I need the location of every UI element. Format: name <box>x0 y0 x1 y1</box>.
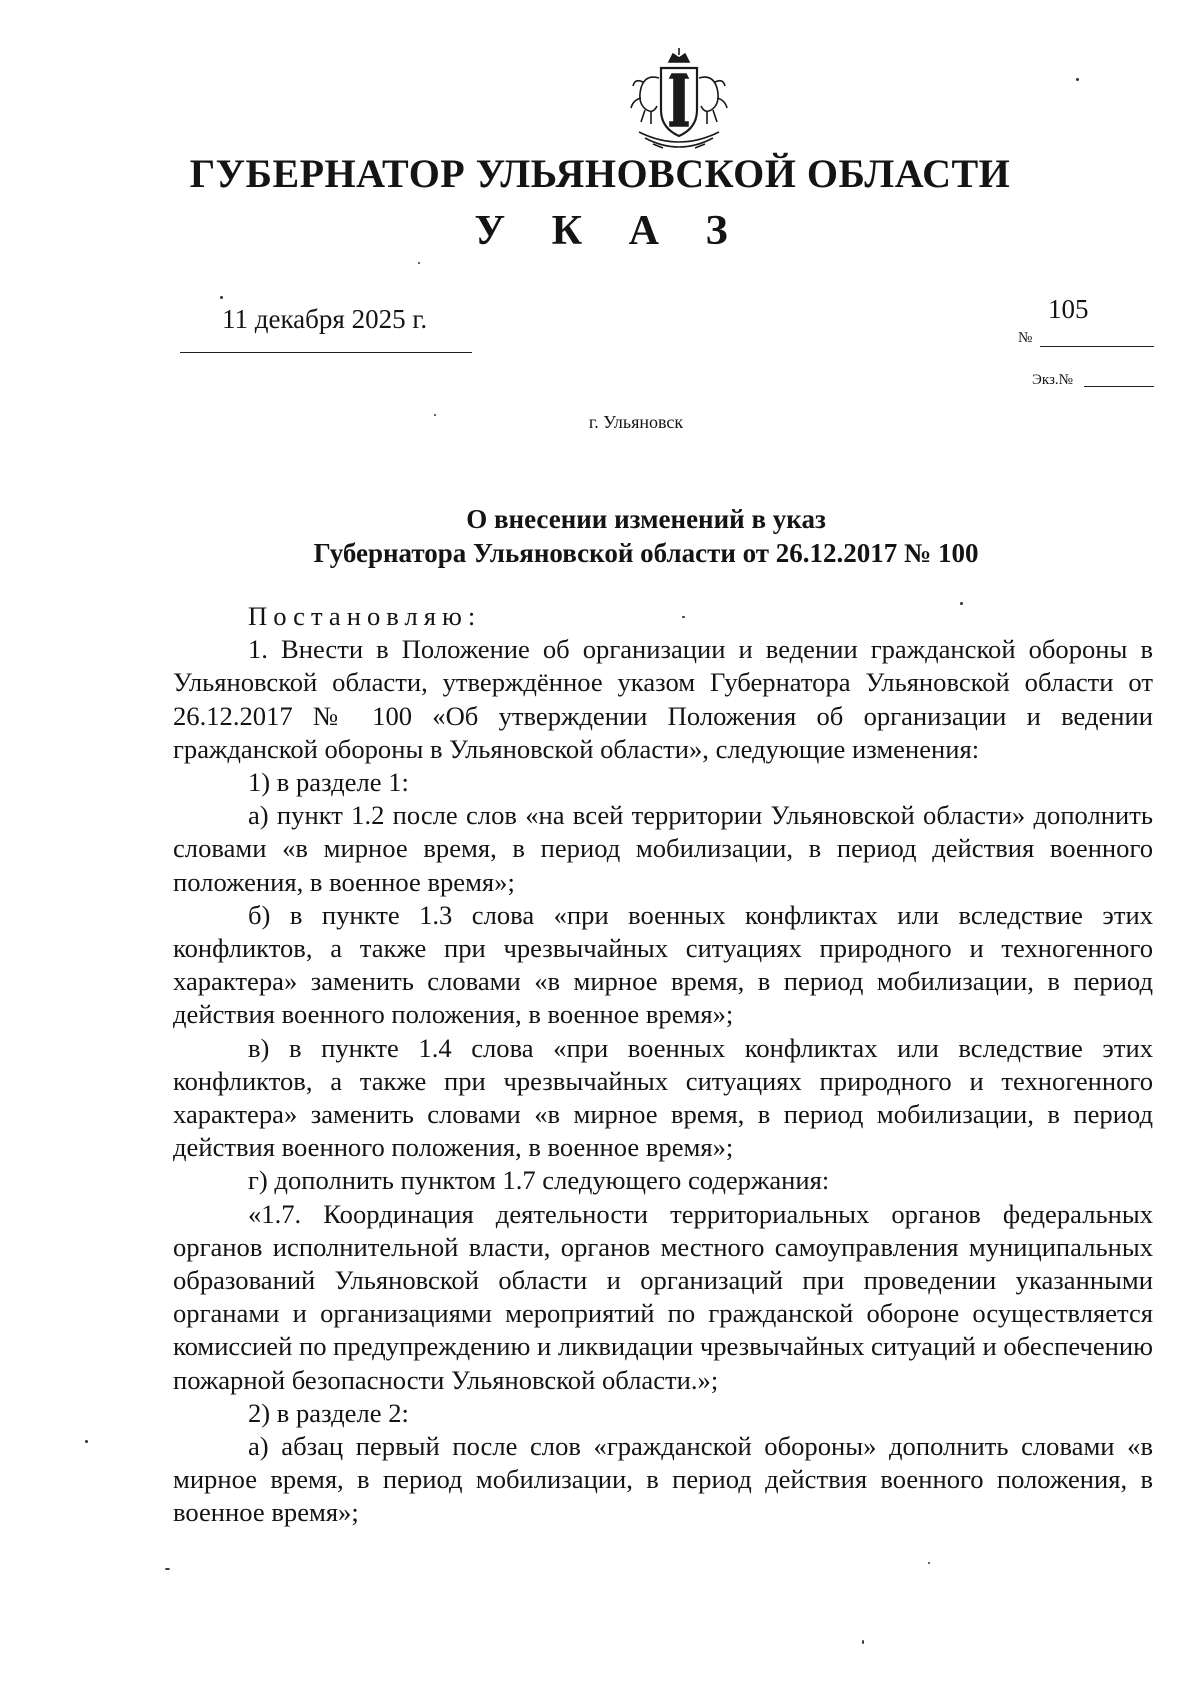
scan-speck <box>862 1640 864 1644</box>
scan-speck <box>434 414 436 416</box>
decree-title-line-2: Губернатора Ульяновской области от 26.12.2017 № 100 <box>313 538 979 568</box>
scan-speck <box>220 296 223 299</box>
decree-paragraph: а) пункт 1.2 после слов «на всей территории Ульяновской области» дополнить словами «в мирное время, в период мобилизации, в период действия военного положения, в военное время»; <box>173 800 1153 897</box>
decree-paragraph: а) абзац первый после слов «гражданской обороны» дополнить словами «в мирное время, в период мобилизации, в период действия военного положения, в военное время»; <box>173 1431 1153 1528</box>
number-label: № <box>1018 330 1033 346</box>
number-underline <box>1040 346 1154 347</box>
scan-speck <box>682 616 685 618</box>
scan-speck <box>165 1568 170 1570</box>
document-type: У К А З <box>474 208 746 254</box>
decree-paragraph: 2) в разделе 2: <box>248 1397 409 1428</box>
decree-paragraph: 1) в разделе 1: <box>248 767 409 798</box>
issuing-authority: ГУБЕРНАТОР УЛЬЯНОВСКОЙ ОБЛАСТИ <box>189 151 1011 196</box>
document-date: 11 декабря 2025 г. <box>222 304 428 334</box>
decree-paragraph: «1.7. Координация деятельности территориальных органов федеральных органов исполнительной власти, органов местного самоуправления муниципальных образований Ульяновской области и организаций при проведении указанными органами и организациями мероприятий по гражданской обороне осуществляется комиссией по предупреждению и ликвидации чрезвычайных ситуаций и обеспечению пожарной безопасности Ульяновской области.»; <box>173 1198 1153 1395</box>
document-number: 105 <box>1048 294 1089 324</box>
scan-speck <box>85 1440 88 1443</box>
coat-of-arms-emblem <box>623 48 735 158</box>
city: г. Ульяновск <box>588 412 684 432</box>
decree-paragraph: г) дополнить пунктом 1.7 следующего содержания: <box>248 1165 830 1196</box>
scan-speck <box>960 602 963 605</box>
date-underline <box>180 352 472 353</box>
decree-paragraph: в) в пункте 1.4 слова «при военных конфликтах или вследствие этих конфликтов, а также при чрезвычайных ситуациях природного и техногенного характера» заменить словами «в мирное время, в период мобилизации, в период действия военного положения, в военное время»; <box>173 1032 1153 1163</box>
decree-preamble: Постановляю: <box>248 601 482 631</box>
copy-number-underline <box>1084 386 1154 387</box>
copy-number-label: Экз.№ <box>1032 372 1073 388</box>
decree-body <box>173 600 1153 1530</box>
decree-paragraph: 1. Внести в Положение об организации и ведении гражданской обороны в Ульяновской области, утверждённое указом Губернатора Ульяновской области от 26.12.2017 № 100 «Об утверждении Положения об организации и ведении гражданской обороны в Ульяновской области», следующие изменения: <box>173 634 1153 764</box>
decree-title-line-1: О внесении изменений в указ <box>466 504 826 534</box>
scan-speck <box>418 262 420 264</box>
scan-speck <box>1076 78 1079 81</box>
decree-title <box>0 502 1200 570</box>
decree-paragraph: б) в пункте 1.3 слова «при военных конфликтах или вследствие этих конфликтов, а также при чрезвычайных ситуациях природного и техногенного характера» заменить словами «в мирное время, в период мобилизации, в период действия военного положения, в военное время»; <box>173 899 1153 1030</box>
scan-speck <box>928 1562 930 1564</box>
